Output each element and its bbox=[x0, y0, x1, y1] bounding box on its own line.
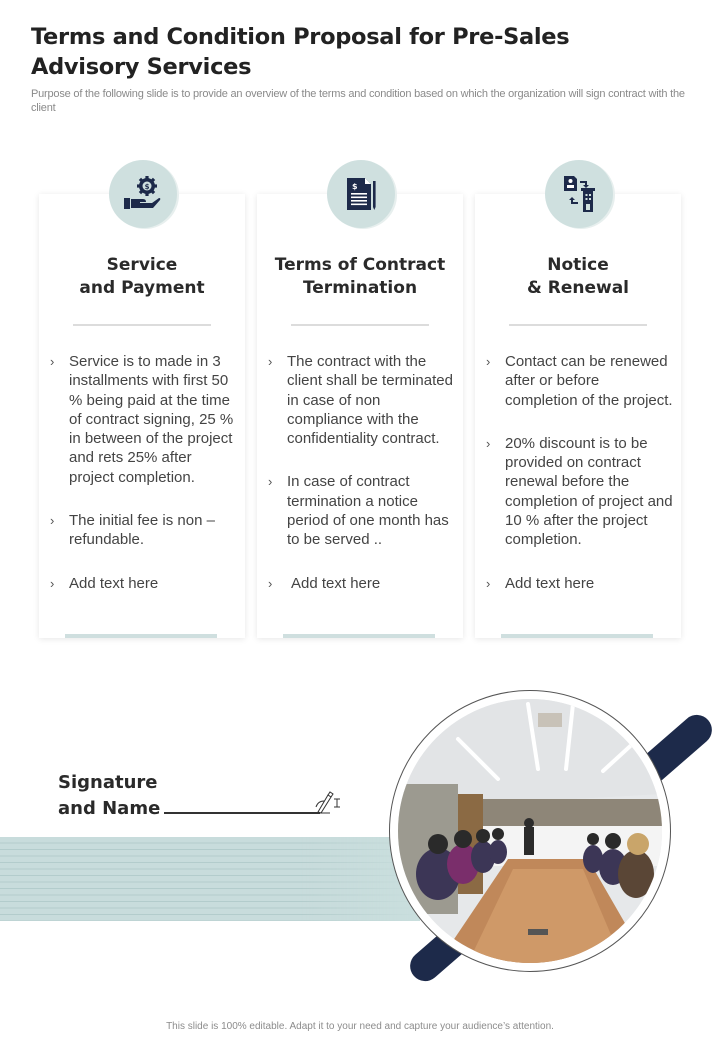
signing-pen-icon bbox=[314, 787, 350, 815]
conference-room-photo bbox=[398, 699, 662, 963]
icon-badge-service-payment bbox=[109, 160, 177, 228]
placeholder-text[interactable]: Add text here bbox=[505, 574, 595, 592]
chevron-right-icon: › bbox=[50, 575, 55, 591]
card-accent-bar bbox=[283, 634, 435, 638]
list-item[interactable] bbox=[485, 574, 675, 593]
bullet-text: Contact can be renewed after or before completion of the project. bbox=[505, 353, 673, 409]
list-item bbox=[267, 472, 457, 549]
bullet-list bbox=[49, 352, 239, 617]
icon-badge-contract-termination bbox=[327, 160, 395, 228]
card-accent-bar bbox=[501, 634, 653, 638]
card-title-line2: and Payment bbox=[79, 278, 205, 298]
chevron-right-icon: › bbox=[486, 435, 491, 451]
list-item bbox=[49, 511, 239, 550]
hand-money-gear-icon bbox=[123, 176, 163, 212]
bullet-text: The initial fee is non – refundable. bbox=[69, 512, 215, 549]
card-title-line1: Notice bbox=[547, 255, 609, 275]
card-divider bbox=[509, 324, 647, 326]
chevron-right-icon: › bbox=[268, 474, 273, 490]
card-title bbox=[257, 254, 463, 300]
list-item bbox=[49, 352, 239, 487]
card-title bbox=[475, 254, 681, 300]
card-divider bbox=[73, 324, 211, 326]
list-item[interactable] bbox=[49, 574, 239, 593]
decorative-stripe-band bbox=[0, 837, 420, 921]
card-title-line1: Service bbox=[106, 255, 178, 275]
card-title-line1: Terms of Contract bbox=[274, 255, 446, 275]
chevron-right-icon: › bbox=[486, 354, 491, 369]
icon-badge-notice-renewal bbox=[545, 160, 613, 228]
svg-text:$: $ bbox=[352, 182, 358, 191]
placeholder-text[interactable]: Add text here bbox=[291, 574, 381, 592]
signature-label-line1: Signature bbox=[58, 772, 158, 793]
chevron-right-icon: › bbox=[268, 354, 273, 369]
chevron-right-icon: › bbox=[50, 513, 55, 529]
list-item[interactable] bbox=[267, 574, 457, 593]
bullet-text: Service is to made in 3 installments with first 50 % being paid at the time of contract signing, 25 % in between of the project and rets 25% after project completion. bbox=[69, 353, 234, 486]
signature-label bbox=[58, 770, 160, 822]
list-item bbox=[267, 352, 457, 448]
chevron-right-icon: › bbox=[50, 354, 55, 369]
page-subtitle: Purpose of the following slide is to provide an overview of the terms and condition based on which the organization will sign contract with the client bbox=[31, 88, 685, 114]
contract-document-pen-icon bbox=[343, 175, 379, 213]
card-title bbox=[39, 254, 245, 300]
document-exchange-renewal-icon bbox=[561, 174, 597, 214]
card-notice-renewal bbox=[475, 194, 681, 638]
bullet-text: In case of contract termination a notice period of one month has to be served .. bbox=[287, 473, 449, 549]
signature-label-line2: and Name bbox=[58, 798, 161, 819]
footer-note: This slide is 100% editable. Adapt it to your need and capture your audience’s attention. bbox=[166, 1021, 554, 1032]
card-title-line2: & Renewal bbox=[527, 278, 629, 298]
bullet-text: The contract with the client shall be terminated in case of non compliance with the confidentiality contract. bbox=[287, 353, 453, 448]
svg-text:$: $ bbox=[144, 183, 150, 191]
bullet-text: 20% discount is to be provided on contract renewal before the completion of project and 10 % after the project completion. bbox=[505, 434, 673, 549]
card-accent-bar bbox=[65, 634, 217, 638]
conference-room-illustration bbox=[398, 699, 662, 963]
page-title: Terms and Condition Proposal for Pre-Sales Advisory Services bbox=[31, 24, 570, 80]
list-item bbox=[485, 352, 675, 410]
card-contract-termination bbox=[257, 194, 463, 638]
bullet-list bbox=[485, 352, 675, 617]
signature-line[interactable] bbox=[164, 812, 320, 814]
list-item bbox=[485, 434, 675, 550]
bullet-list bbox=[267, 352, 457, 617]
chevron-right-icon: › bbox=[268, 575, 273, 591]
card-service-payment bbox=[39, 194, 245, 638]
chevron-right-icon: › bbox=[486, 575, 491, 591]
card-divider bbox=[291, 324, 429, 326]
placeholder-text[interactable]: Add text here bbox=[69, 574, 159, 592]
card-title-line2: Termination bbox=[302, 278, 418, 298]
